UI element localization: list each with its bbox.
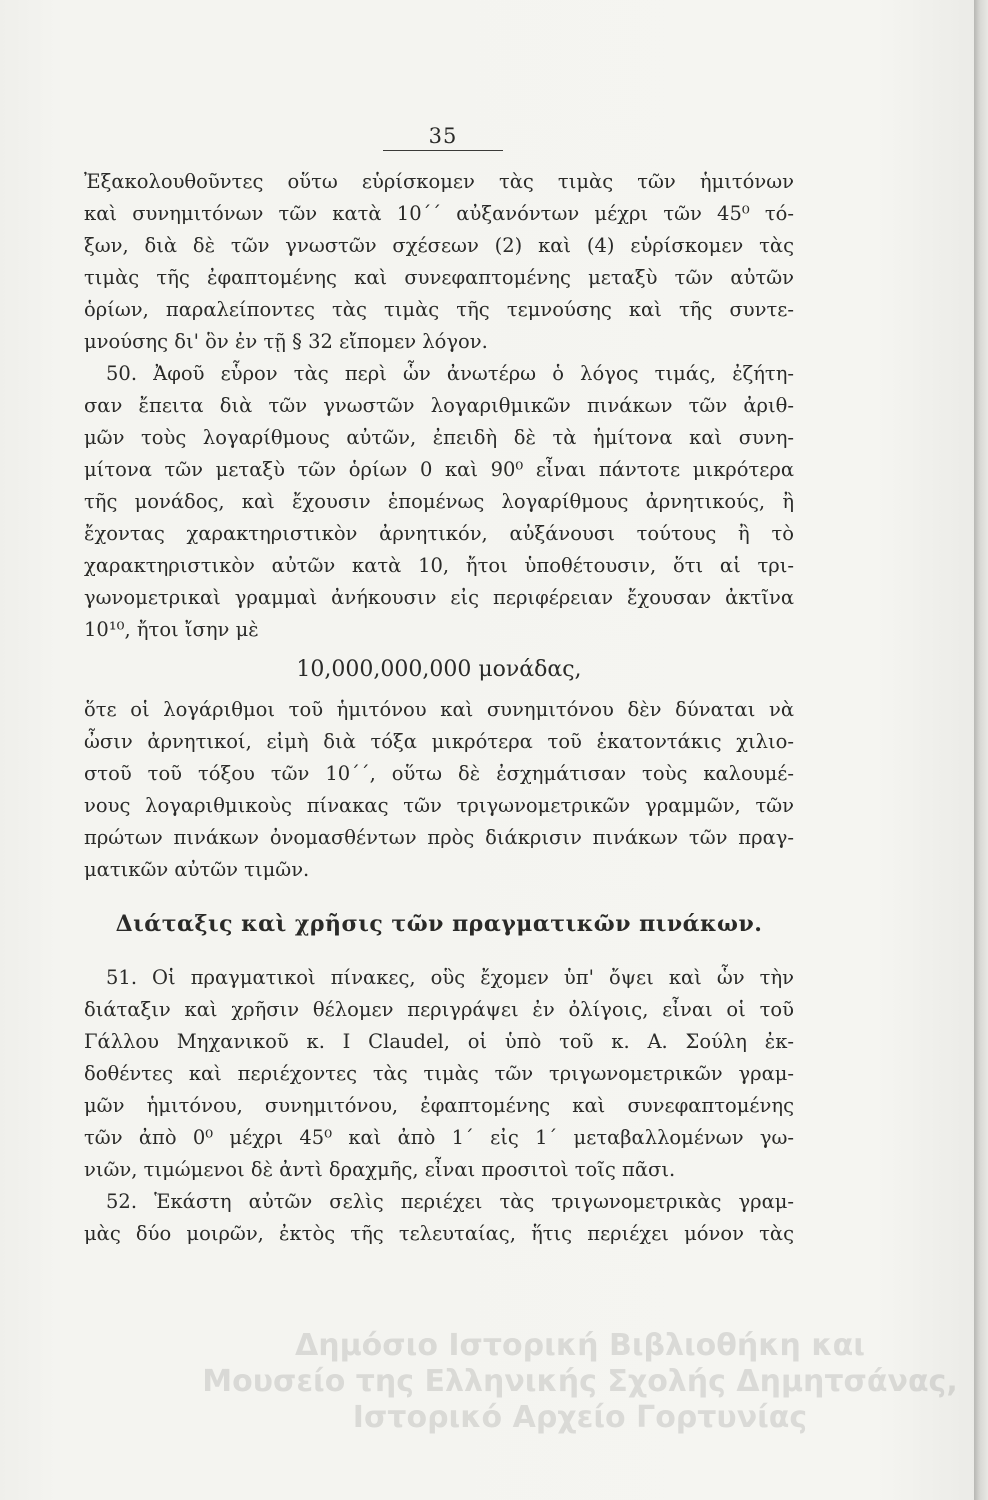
text-line: Γάλλου Μηχανικοῦ κ. I Claudel, οἱ ὑπὸ τοῦ κ. Α. Σούλη ἐκ- (84, 1030, 794, 1053)
watermark-line: Δημόσιο Ιστορική Βιβλιοθήκη και (295, 1328, 865, 1363)
text-line: μὰς δύο μοιρῶν, ἐκτὸς τῆς τελευταίας, ἥτις περιέχει μόνον τὰς (84, 1222, 794, 1245)
text-line: χαρακτηριστικὸν αὐτῶν κατὰ 10, ἤτοι ὑποθέτουσιν, ὅτι αἱ τρι- (84, 554, 794, 577)
text-line: διάταξιν καὶ χρῆσιν θέλομεν περιγράψει ἐν ὀλίγοις, εἶναι οἱ τοῦ (84, 998, 794, 1021)
page-number: 35 (428, 124, 458, 148)
page-number-rule (383, 150, 503, 151)
paragraph-52-start: 52. Ἑκάστη αὐτῶν σελὶς περιέχει τὰς τριγωνομετρικὰς γραμ- (106, 1190, 794, 1213)
text-line: ὁρίων, παραλείποντες τὰς τιμὰς τῆς τεμνούσης καὶ τῆς συντε- (84, 298, 794, 321)
text-line: νιῶν, τιμώμενοι δὲ ἀντὶ δραχμῆς, εἶναι προσιτοὶ τοῖς πᾶσι. (84, 1158, 676, 1181)
text-line: ἔχοντας χαρακτηριστικὸν ἀρνητικόν, αὐξάνουσι τούτους ἢ τὸ (84, 522, 794, 545)
text-line: μνούσης δι' ὃν ἐν τῇ § 32 εἴπομεν λόγον. (84, 330, 488, 353)
library-watermark (200, 1328, 960, 1436)
text-line: δοθέντες καὶ περιέχοντες τὰς τιμὰς τῶν τριγωνομετρικῶν γραμ- (84, 1062, 794, 1085)
text-line: τῶν ἀπὸ 0⁰ μέχρι 45⁰ καὶ ἀπὸ 1΄ εἰς 1΄ μεταβαλλομένων γω- (84, 1126, 794, 1149)
text-line: τῆς μονάδος, καὶ ἔχουσιν ἑπομένως λογαρίθμους ἀρνητικούς, ἢ (84, 490, 794, 513)
text-line: 10¹⁰, ἤτοι ἴσην μὲ (84, 618, 259, 641)
page-edge-shadow (974, 0, 988, 1500)
text-line: μῶν τοὺς λογαρίθμους αὐτῶν, ἐπειδὴ δὲ τὰ ἡμίτονα καὶ συνη- (84, 426, 794, 449)
spacer (84, 944, 794, 962)
text-line: ματικῶν αὐτῶν τιμῶν. (84, 858, 310, 881)
watermark-line: Ιστορικό Αρχείο Γορτυνίας (352, 1400, 808, 1435)
body-text (84, 166, 794, 1250)
paragraph-50-start: 50. Ἀφοῦ εὗρον τὰς περὶ ὧν ἀνωτέρω ὁ λόγος τιμάς, ἐζήτη- (106, 362, 794, 385)
text-line: στοῦ τοῦ τόξου τῶν 10΄΄, οὕτω δὲ ἐσχημάτισαν τοὺς καλουμέ- (84, 762, 794, 785)
text-line: μῶν ἡμιτόνου, συνημιτόνου, ἐφαπτομένης καὶ συνεφαπτομένης (84, 1094, 794, 1117)
text-line: γωνομετρικαὶ γραμμαὶ ἀνήκουσιν εἰς περιφέρειαν ἔχουσαν ἀκτῖνα (84, 586, 794, 609)
text-line: ὦσιν ἀρνητικοί, εἰμὴ διὰ τόξα μικρότερα τοῦ ἑκατοντάκις χιλιο- (84, 730, 794, 753)
spacer (84, 886, 794, 904)
text-line: Ἐξακολουθοῦντες οὕτω εὑρίσκομεν τὰς τιμὰς τῶν ἡμιτόνων (84, 170, 794, 193)
text-line: ὅτε οἱ λογάριθμοι τοῦ ἡμιτόνου καὶ συνημιτόνου δὲν δύναται νὰ (84, 698, 794, 721)
text-line: σαν ἔπειτα διὰ τῶν γνωστῶν λογαριθμικῶν πινάκων τῶν ἀριθ- (84, 394, 794, 417)
text-line: τιμὰς τῆς ἐφαπτομένης καὶ συνεφαπτομένης μεταξὺ τῶν αὐτῶν (84, 266, 794, 289)
section-heading: Διάταξις καὶ χρῆσις τῶν πραγματικῶν πινάκων. (115, 911, 763, 937)
text-line: ξων, διὰ δὲ τῶν γνωστῶν σχέσεων (2) καὶ (4) εὑρίσκομεν τὰς (84, 234, 794, 257)
text-line: μίτονα τῶν μεταξὺ τῶν ὁρίων 0 καὶ 90⁰ εἶναι πάντοτε μικρότερα (84, 458, 794, 481)
spacer (84, 686, 794, 694)
centered-number-line: 10,000,000,000 μονάδας, (296, 657, 582, 682)
watermark-line: Μουσείο της Ελληνικής Σχολής Δημητσάνας, (202, 1364, 958, 1399)
text-line: πρώτων πινάκων ὀνομασθέντων πρὸς διάκρισιν πινάκων τῶν πραγ- (84, 826, 794, 849)
text-line: νους λογαριθμικοὺς πίνακας τῶν τριγωνομετρικῶν γραμμῶν, τῶν (84, 794, 794, 817)
paragraph-51-start: 51. Οἱ πραγματικοὶ πίνακες, οὓς ἔχομεν ὑπ' ὄψει καὶ ὧν τὴν (106, 966, 794, 989)
text-line: καὶ συνημιτόνων τῶν κατὰ 10΄΄ αὐξανόντων μέχρι τῶν 45⁰ τό- (84, 202, 794, 225)
spacer (84, 646, 794, 654)
